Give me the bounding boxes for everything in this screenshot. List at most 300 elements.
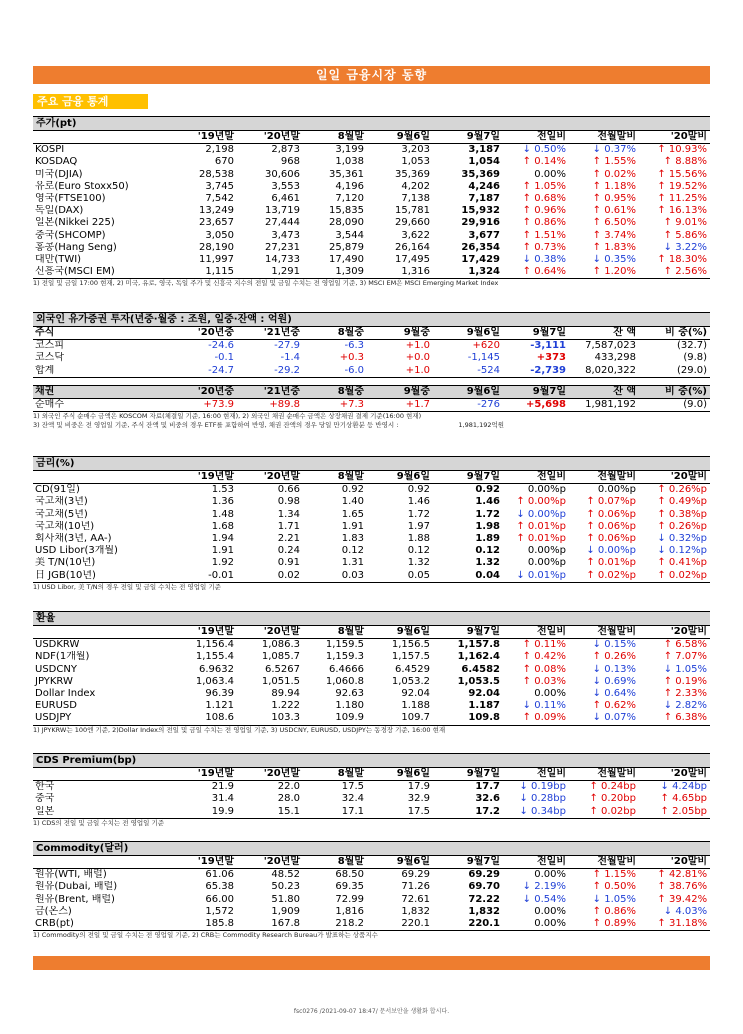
foreign-column-header: 9월6일 — [433, 385, 503, 398]
stocks-value-cell: 968 — [280, 156, 300, 168]
cds-row-label: 일본 — [33, 806, 163, 819]
rates-change-cell: ↓ 0.00%p — [516, 508, 566, 520]
stocks-value-cell: 3,187 — [468, 144, 500, 156]
stocks-value-cell: 1,324 — [433, 266, 503, 279]
foreign-value-cell: -6.0 — [303, 365, 367, 378]
fx-value-cell: 103.3 — [237, 712, 303, 725]
fx-change-cell: ↓ 0.69% — [592, 675, 636, 687]
stocks-table-row — [33, 169, 710, 181]
foreign-value-cell: -27.9 — [274, 340, 300, 352]
cds-change-cell: ↑ 0.02bp — [569, 806, 639, 819]
rates-value-cell: 1.46 — [475, 496, 500, 508]
rates-value-cell: 0.04 — [433, 570, 503, 583]
rates-value-cell: 1.48 — [211, 508, 234, 520]
stocks-value-cell: 3,622 — [401, 229, 430, 241]
commodity-table-row — [33, 894, 710, 906]
rates-change-cell: 0.00%p — [527, 484, 566, 496]
fx-value-cell: 1,155.4 — [195, 651, 234, 663]
fx-value-cell: 1.180 — [335, 700, 364, 712]
fx-change-cell: ↓ 0.13% — [592, 663, 636, 675]
rates-row-label: 美 T/N(10년) — [35, 557, 96, 569]
cds-table-row — [33, 781, 710, 794]
fx-change-cell: ↑ 7.07% — [663, 651, 708, 663]
foreign-value-cell: +5,698 — [503, 398, 569, 411]
stocks-note: 1) 전일 및 금일 17:00 현재, 2) 미국, 유로, 영국, 독일 주가 및 신흥국 지수의 전일 및 금일 수치는 전 영업일 기준, 3) MSCI EM은 MSCI Emerging Market Index — [33, 279, 499, 288]
rates-value-cell: 1.83 — [341, 533, 364, 545]
stocks-change-cell: ↑ 1.55% — [592, 156, 636, 168]
fx-row-label: Dollar Index — [35, 688, 96, 700]
stocks-change-cell: ↑ 5.86% — [663, 229, 707, 241]
foreign-value-cell: +89.8 — [237, 398, 303, 411]
stocks-change-cell: ↑ 9.01% — [663, 217, 707, 229]
stocks-value-cell: 28,190 — [199, 241, 234, 253]
rates-value-cell: 1.94 — [211, 533, 234, 545]
stocks-row-label: 미국(DJIA) — [35, 168, 83, 180]
stocks-table-row — [33, 193, 710, 205]
foreign-value-cell: -29.2 — [237, 365, 303, 378]
rates-column-header: '19년말 — [163, 471, 237, 484]
cds-change-cell: ↑ 4.65bp — [660, 793, 708, 805]
fx-value-cell: 1.222 — [271, 700, 300, 712]
fx-value-cell: 89.94 — [271, 688, 300, 700]
rates-note: 1) USD Libor, 美 T/N의 경우 전일 및 금일 수치는 전 영업일 기준 — [33, 582, 221, 591]
commodity-value-cell: 1,909 — [271, 905, 300, 917]
foreign-column-header: '21년중 — [237, 327, 303, 340]
fx-row-label: NDF(1개월) — [35, 651, 90, 663]
fx-change-cell: ↓ 0.11% — [522, 700, 566, 712]
foreign-value-cell: -276 — [433, 398, 503, 411]
commodity-value-cell: 167.8 — [237, 918, 303, 931]
fx-row-label: USDCNY — [35, 663, 77, 675]
fx-change-cell: ↑ 0.08% — [522, 663, 566, 675]
foreign-value-cell: +1.0 — [405, 340, 430, 352]
cds-value-cell: 21.9 — [211, 781, 234, 793]
cds-title: CDS Premium(bp) — [33, 754, 710, 768]
rates-change-cell: ↓ 0.32%p — [657, 533, 708, 545]
fx-table-row — [33, 712, 710, 725]
stocks-change-cell: ↑ 0.61% — [592, 205, 636, 217]
cds-column-header: '20말비 — [639, 768, 710, 781]
rates-value-cell: 0.24 — [277, 545, 300, 557]
foreign-value-cell: +1.7 — [367, 398, 433, 411]
rates-column-header: 전일비 — [503, 471, 569, 484]
cds-value-cell: 19.9 — [163, 806, 237, 819]
stocks-table-row — [33, 217, 710, 229]
commodity-value-cell: 48.52 — [271, 869, 300, 881]
stocks-title: 주가(pt) — [33, 117, 710, 131]
stocks-change-cell: ↑ 10.93% — [657, 144, 707, 156]
commodity-value-cell: 51.80 — [271, 893, 300, 905]
foreign-value-cell: +0.0 — [405, 352, 430, 364]
stocks-value-cell: 1,309 — [303, 266, 367, 279]
rates-column-header: 8월말 — [303, 471, 367, 484]
rates-value-cell: 1.34 — [277, 508, 300, 520]
stocks-change-cell: ↑ 0.73% — [522, 241, 566, 253]
fx-value-cell: 1.188 — [401, 700, 430, 712]
commodity-row-label: 원유(WTI, 배럴) — [35, 869, 107, 881]
rates-column-header: 전월말비 — [569, 471, 639, 484]
stocks-change-cell: ↑ 19.52% — [657, 180, 707, 192]
stocks-change-cell: ↑ 1.83% — [592, 241, 636, 253]
stocks-change-cell: ↑ 0.02% — [592, 168, 636, 180]
cds-block — [33, 753, 710, 828]
commodity-value-cell: 65.38 — [205, 881, 234, 893]
commodity-column-header: 9월7일 — [433, 856, 503, 869]
foreign-column-header: 8월중 — [303, 385, 367, 398]
rates-column-header: '20말비 — [639, 471, 710, 484]
fx-value-cell: 109.8 — [433, 712, 503, 725]
stocks-column-header: 9월7일 — [433, 131, 503, 144]
fx-row-label: USDKRW — [35, 639, 80, 651]
stocks-table-row — [33, 144, 710, 157]
stocks-table-row — [33, 205, 710, 217]
stocks-change-cell: ↑ 0.96% — [522, 205, 566, 217]
rates-table-row — [33, 509, 710, 521]
cds-table-row — [33, 806, 710, 819]
rates-value-cell: 1.32 — [475, 557, 500, 569]
fx-change-cell: ↑ 0.11% — [522, 639, 566, 651]
commodity-value-cell: 72.99 — [335, 893, 364, 905]
stocks-value-cell: 15,835 — [329, 205, 364, 217]
rates-change-cell: ↓ 0.01%p — [503, 570, 569, 583]
fx-change-cell: ↑ 0.09% — [503, 712, 569, 725]
fx-value-cell: 6.4666 — [329, 663, 364, 675]
fx-value-cell: 1,086.3 — [261, 639, 300, 651]
commodity-value-cell: 50.23 — [271, 881, 300, 893]
cds-column-header: 8월말 — [303, 768, 367, 781]
stocks-row-label: KOSDAQ — [35, 156, 78, 168]
stocks-value-cell: 4,246 — [468, 180, 500, 192]
rates-change-cell: 0.00%p — [527, 545, 566, 557]
fx-value-cell: 6.9632 — [199, 663, 234, 675]
commodity-column-header: '20말비 — [639, 856, 710, 869]
stocks-change-cell: ↑ 16.13% — [657, 205, 707, 217]
stocks-change-cell: ↑ 1.20% — [569, 266, 639, 279]
cds-value-cell: 15.1 — [237, 806, 303, 819]
commodity-change-cell: ↓ 2.19% — [522, 881, 566, 893]
stocks-value-cell: 15,781 — [395, 205, 430, 217]
fx-row-label: USDJPY — [33, 712, 163, 725]
stocks-value-cell: 7,138 — [401, 193, 430, 205]
fx-column-header: 전월말비 — [569, 626, 639, 639]
cds-value-cell: 17.2 — [433, 806, 503, 819]
foreign-note-2 — [33, 421, 710, 430]
rates-row-label: 회사채(3년, AA-) — [35, 533, 112, 545]
fx-change-cell: ↓ 0.15% — [592, 639, 636, 651]
foreign-value-cell: -6.3 — [344, 340, 364, 352]
commodity-change-cell: ↑ 42.81% — [657, 869, 708, 881]
foreign-column-header: 9월중 — [367, 327, 433, 340]
foreign-value-cell: 8,020,322 — [569, 365, 639, 378]
stocks-value-cell: 11,997 — [199, 253, 234, 265]
foreign-table-row — [33, 340, 710, 353]
fx-change-cell: ↓ 0.07% — [569, 712, 639, 725]
foreign-value-cell: -24.7 — [163, 365, 237, 378]
rates-value-cell: 0.66 — [277, 484, 300, 496]
stocks-column-header: 전월말비 — [569, 131, 639, 144]
rates-value-cell: 1.88 — [407, 533, 430, 545]
rates-value-cell: 0.98 — [277, 496, 300, 508]
commodity-column-header: 8월말 — [303, 856, 367, 869]
stocks-value-cell: 13,719 — [265, 205, 300, 217]
cds-value-cell: 31.4 — [211, 793, 234, 805]
commodity-change-cell: 0.00% — [534, 905, 566, 917]
stocks-row-label: 신흥국(MSCI EM) — [33, 266, 163, 279]
foreign-title: 외국인 유가증권 투자(년중·월중 : 조원, 일중·잔액 : 억원) — [33, 313, 710, 327]
foreign-stock_cols-header-row — [33, 327, 710, 340]
commodity-column-header: 전월말비 — [569, 856, 639, 869]
commodity-column-header: '20년말 — [237, 856, 303, 869]
stocks-value-cell: 2,873 — [271, 144, 300, 156]
stocks-value-cell: 3,677 — [468, 229, 500, 241]
cds-note: 1) CDS의 전일 및 금일 수치는 전 영업일 기준 — [33, 818, 165, 827]
rates-change-cell: ↑ 0.06%p — [586, 520, 636, 532]
commodity-change-cell: ↓ 0.54% — [522, 893, 566, 905]
rates-value-cell: 2.21 — [277, 533, 300, 545]
commodity-column-header: 9월6일 — [367, 856, 433, 869]
fx-change-cell: ↑ 0.19% — [663, 675, 708, 687]
foreign-table-row — [33, 352, 710, 364]
stocks-table-row — [33, 254, 710, 266]
foreign-value-cell: +7.3 — [303, 398, 367, 411]
commodity-change-cell: ↑ 1.15% — [592, 869, 636, 881]
rates-table-row — [33, 545, 710, 557]
fx-value-cell: 6.4529 — [395, 663, 430, 675]
stocks-value-cell: 28,090 — [329, 217, 364, 229]
rates-change-cell: ↑ 0.26%p — [657, 520, 708, 532]
foreign-note-1: 1) 외국인 주식 순매수 금액은 KOSCOM 자료(체결일 기준, 16:00 현재), 2) 외국인 채권 순매수 금액은 상장채권 결제 기준(16:00 현재) — [33, 412, 422, 421]
stocks-change-cell: ↑ 0.64% — [503, 266, 569, 279]
fx-change-cell: ↑ 2.33% — [663, 688, 708, 700]
commodity-column-header: 전일비 — [503, 856, 569, 869]
foreign-value-cell: +373 — [536, 352, 566, 364]
foreign-value-cell: 433,298 — [594, 352, 636, 364]
stocks-value-cell: 3,473 — [271, 229, 300, 241]
fx-value-cell: 1,157.5 — [391, 651, 430, 663]
rates-change-cell: ↓ 0.00%p — [586, 545, 636, 557]
stocks-column-header: 8월말 — [303, 131, 367, 144]
fx-block — [33, 611, 710, 735]
cds-row-label: 중국 — [35, 793, 55, 805]
commodity-value-cell: 71.26 — [401, 881, 430, 893]
foreign-value-cell: (32.7) — [676, 340, 708, 352]
stocks-change-cell: ↑ 3.74% — [592, 229, 636, 241]
commodity-row-label: 원유(Dubai, 배럴) — [35, 881, 118, 893]
commodity-value-cell: 1,816 — [335, 905, 364, 917]
rates-row-label: 국고채(3년) — [35, 496, 88, 508]
rates-value-cell: 1.40 — [341, 496, 364, 508]
rates-table-row — [33, 521, 710, 533]
fx-value-cell: 1,159.5 — [325, 639, 364, 651]
stocks-value-cell: 3,199 — [335, 144, 364, 156]
rates-change-cell: ↑ 0.49%p — [657, 496, 708, 508]
stocks-row-label: 영국(FTSE100) — [35, 193, 106, 205]
fx-value-cell: 92.04 — [468, 688, 500, 700]
foreign-note-2-text: 3) 잔액 및 비중은 전 영업일 기준, 주식 잔액 및 비중의 경우 ETF를 포함하여 반영, 채권 잔액의 경우 당일 만기상환분 등 반영시 : — [33, 421, 399, 430]
cds-column-header-row — [33, 768, 710, 781]
rates-value-cell: 1.31 — [341, 557, 364, 569]
cds-change-cell: ↑ 0.20bp — [589, 793, 636, 805]
fx-column-header: '19년말 — [163, 626, 237, 639]
stocks-value-cell: 1,038 — [335, 156, 364, 168]
fx-value-cell: 1,159.3 — [325, 651, 364, 663]
stocks-column-header: 9월6일 — [367, 131, 433, 144]
commodity-value-cell: 1,832 — [401, 905, 430, 917]
stocks-value-cell: 35,369 — [395, 168, 430, 180]
stocks-value-cell: 30,606 — [265, 168, 300, 180]
rates-change-cell: ↑ 0.00%p — [516, 496, 566, 508]
stocks-change-cell: ↑ 0.95% — [592, 193, 636, 205]
stocks-value-cell: 35,361 — [329, 168, 364, 180]
fx-table-row — [33, 651, 710, 663]
commodity-change-cell: ↑ 0.50% — [592, 881, 636, 893]
commodity-table-row — [33, 918, 710, 931]
commodity-value-cell: 220.1 — [367, 918, 433, 931]
fx-value-cell: 1,051.5 — [261, 675, 300, 687]
stocks-change-cell: ↑ 15.56% — [657, 168, 707, 180]
stocks-value-cell: 7,120 — [335, 193, 364, 205]
cds-column-header: 전월말비 — [569, 768, 639, 781]
fx-value-cell: 6.4582 — [461, 663, 500, 675]
stocks-change-cell: ↑ 18.30% — [657, 253, 707, 265]
rates-change-cell: 0.00%p — [597, 484, 636, 496]
cds-value-cell: 17.9 — [407, 781, 430, 793]
cds-column-header: 9월7일 — [433, 768, 503, 781]
stocks-value-cell: 14,733 — [265, 253, 300, 265]
rates-table-row — [33, 533, 710, 545]
commodity-change-cell: ↑ 38.76% — [657, 881, 708, 893]
foreign-value-cell: 7,587,023 — [585, 340, 636, 352]
foreign-row-label: 코스피 — [35, 340, 64, 352]
rates-value-cell: 1.72 — [407, 508, 430, 520]
commodity-change-cell: ↓ 4.03% — [663, 905, 708, 917]
foreign-row-label: 순매수 — [33, 398, 163, 411]
stocks-change-cell: ↑ 1.18% — [592, 180, 636, 192]
cds-row-label: 한국 — [35, 781, 55, 793]
rates-column-header-row — [33, 471, 710, 484]
cds-value-cell: 17.7 — [475, 781, 500, 793]
foreign-column-header: 9월6일 — [433, 327, 503, 340]
foreign-table-row — [33, 398, 710, 411]
commodity-value-cell: 1,832 — [468, 905, 500, 917]
stocks-value-cell: 1,054 — [468, 156, 500, 168]
commodity-table-row — [33, 869, 710, 882]
rates-table-row — [33, 557, 710, 569]
fx-column-header: 전일비 — [503, 626, 569, 639]
stocks-change-cell: ↓ 3.22% — [663, 241, 707, 253]
foreign-value-cell: -0.1 — [214, 352, 234, 364]
foreign-column-header: 9월중 — [367, 385, 433, 398]
cds-change-cell: ↑ 0.24bp — [589, 781, 636, 793]
stocks-change-cell: ↓ 0.38% — [522, 253, 566, 265]
commodity-value-cell: 185.8 — [163, 918, 237, 931]
fx-change-cell: ↑ 0.26% — [592, 651, 636, 663]
cds-value-cell: 32.4 — [341, 793, 364, 805]
rates-value-cell: 0.05 — [367, 570, 433, 583]
rates-row-label: 국고채(5년) — [35, 508, 88, 520]
stocks-column-header: '20년말 — [237, 131, 303, 144]
fx-table — [33, 611, 710, 726]
stocks-value-cell: 7,187 — [468, 193, 500, 205]
stocks-value-cell: 29,916 — [461, 217, 500, 229]
foreign-block — [33, 312, 710, 430]
stocks-change-cell: 0.00% — [534, 168, 566, 180]
fx-column-header: '20년말 — [237, 626, 303, 639]
stocks-value-cell: 35,369 — [461, 168, 500, 180]
rates-block — [33, 456, 710, 592]
rates-change-cell: ↑ 0.01%p — [516, 520, 566, 532]
foreign-column-header: 잔 액 — [569, 385, 639, 398]
fx-column-header: 9월7일 — [433, 626, 503, 639]
rates-table-row — [33, 484, 710, 497]
stocks-block — [33, 116, 710, 288]
rates-value-cell: 0.92 — [341, 484, 364, 496]
commodity-value-cell: 69.35 — [335, 881, 364, 893]
fx-value-cell: 1,063.4 — [195, 675, 234, 687]
commodity-value-cell: 72.22 — [468, 893, 500, 905]
rates-value-cell: 0.02 — [237, 570, 303, 583]
stocks-row-label: 일본(Nikkei 225) — [35, 217, 115, 229]
rates-column-header: 9월7일 — [433, 471, 503, 484]
fx-value-cell: 1,162.4 — [457, 651, 500, 663]
stocks-value-cell: 1,115 — [163, 266, 237, 279]
fx-table-row — [33, 700, 710, 712]
foreign-value-cell: (9.8) — [683, 352, 708, 364]
stocks-table-row — [33, 230, 710, 242]
rates-change-cell: 0.00%p — [527, 557, 566, 569]
stocks-value-cell: 17,490 — [329, 253, 364, 265]
fx-change-cell: ↑ 6.38% — [639, 712, 710, 725]
rates-value-cell: -0.01 — [163, 570, 237, 583]
stocks-change-cell: ↓ 0.35% — [592, 253, 636, 265]
rates-value-cell: 0.12 — [475, 545, 500, 557]
fx-change-cell: ↓ 0.64% — [592, 688, 636, 700]
stocks-change-cell: ↑ 6.50% — [592, 217, 636, 229]
stocks-value-cell: 6,461 — [271, 193, 300, 205]
rates-row-label: 국고채(10년) — [35, 520, 95, 532]
commodity-table — [33, 841, 710, 931]
foreign-value-cell: -1.4 — [280, 352, 300, 364]
rates-value-cell: 0.91 — [277, 557, 300, 569]
stocks-row-label: 중국(SHCOMP) — [35, 229, 106, 241]
fx-change-cell: 0.00% — [534, 688, 566, 700]
cds-table-row — [33, 793, 710, 805]
foreign-row-label: 코스닥 — [35, 352, 64, 364]
cds-value-cell: 17.5 — [341, 781, 364, 793]
commodity-value-cell: 220.1 — [433, 918, 503, 931]
fx-column-header-blank — [33, 626, 163, 639]
fx-value-cell: 92.04 — [401, 688, 430, 700]
cds-value-cell: 17.5 — [367, 806, 433, 819]
stocks-value-cell: 1,291 — [237, 266, 303, 279]
fx-change-cell: ↓ 2.82% — [663, 700, 708, 712]
foreign-column-header: '20년중 — [163, 327, 237, 340]
rates-table — [33, 456, 710, 583]
foreign-column-header: 비 중(%) — [639, 385, 710, 398]
stocks-row-label: 대만(TWI) — [35, 253, 82, 265]
stocks-value-cell: 25,879 — [329, 241, 364, 253]
commodity-change-cell: ↑ 0.86% — [592, 905, 636, 917]
cds-change-cell: ↑ 2.05bp — [639, 806, 710, 819]
rates-value-cell: 1.32 — [407, 557, 430, 569]
report-title: 일일 금융시장 동향 — [33, 66, 710, 84]
fx-note: 1) JPYKRW는 100엔 기준, 2)Dollar Index의 전일 및 금일 수치는 전 영업일 기준, 3) USDCNY, EURUSD, USDJPY는 동경장 기준, 16:00 현재 — [33, 725, 446, 734]
fx-change-cell: ↓ 1.05% — [663, 663, 708, 675]
stocks-table-row — [33, 156, 710, 168]
rates-value-cell: 0.92 — [407, 484, 430, 496]
rates-value-cell: 0.92 — [475, 484, 500, 496]
fx-value-cell: 109.9 — [303, 712, 367, 725]
